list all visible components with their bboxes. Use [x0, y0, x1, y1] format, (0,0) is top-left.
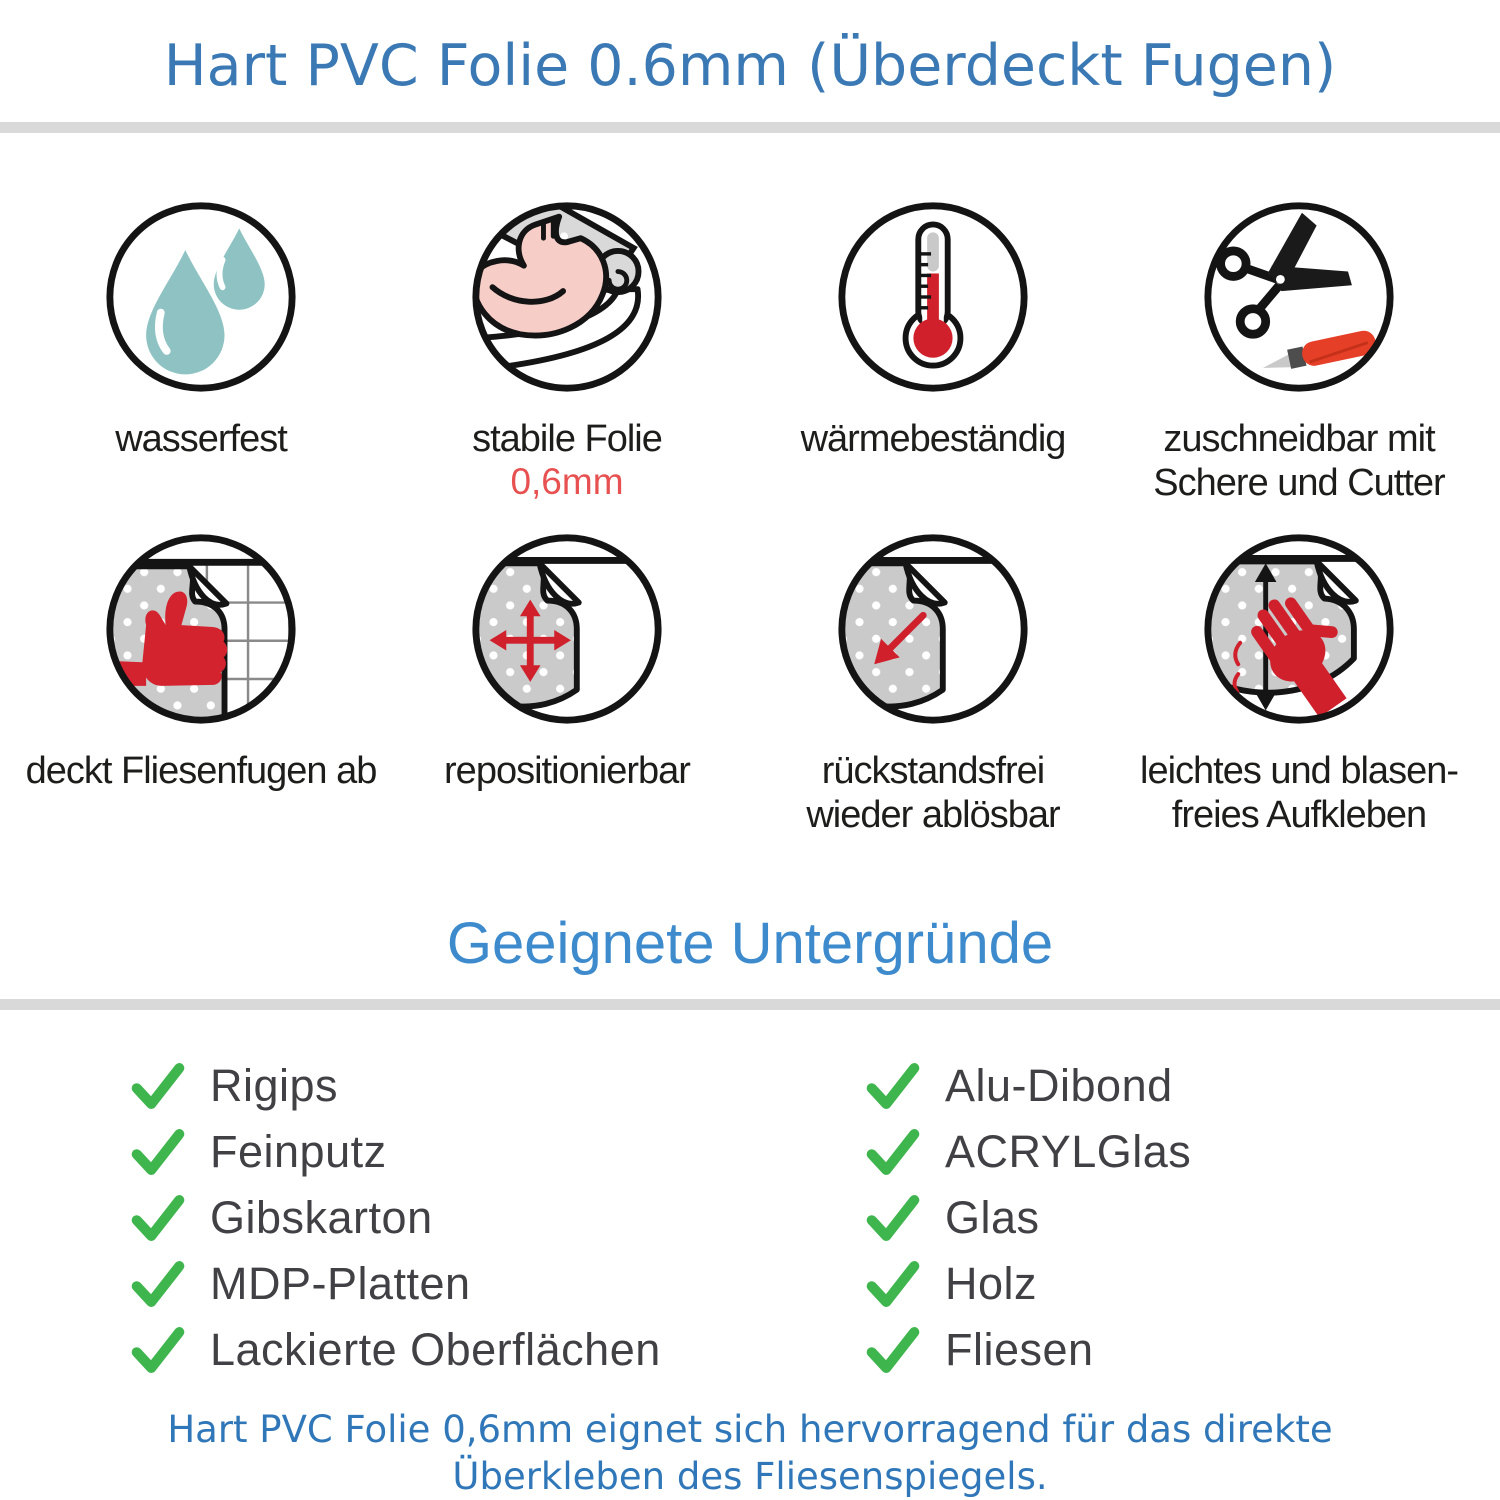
check-icon: [130, 1058, 186, 1114]
substrate-label: Rigips: [210, 1059, 339, 1111]
list-item: [130, 1192, 865, 1244]
substrates-column-left: [130, 1060, 865, 1390]
feature-wasserfest: [18, 199, 384, 461]
substrate-label: Glas: [945, 1191, 1040, 1243]
check-icon: [130, 1322, 186, 1378]
substrate-label: Fliesen: [945, 1323, 1094, 1375]
hand-smoothing-foil-icon: [1201, 531, 1397, 727]
list-item: [865, 1126, 1460, 1178]
check-icon: [865, 1256, 921, 1312]
feature-caption: deckt Fliesenfugen ab: [25, 749, 377, 792]
list-item: [130, 1060, 865, 1112]
scissors-and-cutter-icon: [1201, 199, 1397, 395]
list-item: [130, 1324, 865, 1376]
substrate-label: Alu-Dibond: [945, 1059, 1173, 1111]
substrate-label: Feinputz: [210, 1125, 387, 1177]
check-icon: [865, 1058, 921, 1114]
peel-off-arrow-foil-icon: [835, 531, 1031, 727]
substrate-label: MDP-Platten: [210, 1257, 471, 1309]
divider-middle: [0, 999, 1500, 1010]
substrate-label: Gibskarton: [210, 1191, 433, 1243]
feature-caption-line2: freies Aufkleben: [1171, 793, 1427, 836]
substrates-checklist: [0, 1060, 1500, 1390]
feature-repositionierbar: [384, 531, 750, 793]
feature-caption: stabile Folie: [472, 417, 662, 460]
muscle-arm-foil-roll-icon: [469, 199, 665, 395]
page-title: Hart PVC Folie 0.6mm (Überdeckt Fugen): [163, 33, 1337, 99]
water-drops-icon: [103, 199, 299, 395]
check-icon: [130, 1190, 186, 1246]
thermometer-icon: [835, 199, 1031, 395]
feature-grid: [0, 199, 1500, 837]
thumbs-up-tile-foil-icon: [103, 531, 299, 727]
feature-zuschneidbar: [1116, 199, 1482, 505]
feature-caption-line2: wieder ablösbar: [806, 793, 1060, 836]
substrates-column-right: [865, 1060, 1460, 1390]
list-item: [865, 1060, 1460, 1112]
feature-stabile-folie: [384, 199, 750, 503]
list-item: [865, 1258, 1460, 1310]
footer-note: [0, 1406, 1500, 1500]
feature-caption: rückstandsfrei: [821, 749, 1045, 792]
feature-caption-line2: Schere und Cutter: [1153, 461, 1445, 504]
feature-caption: wärmebeständig: [800, 417, 1066, 460]
substrate-label: Lackierte Oberflächen: [210, 1323, 661, 1375]
check-icon: [130, 1256, 186, 1312]
check-icon: [130, 1124, 186, 1180]
substrates-heading: Geeignete Untergründe: [446, 910, 1054, 976]
list-item: [865, 1324, 1460, 1376]
feature-caption: zuschneidbar mit: [1163, 417, 1435, 460]
check-icon: [865, 1124, 921, 1180]
list-item: [865, 1192, 1460, 1244]
feature-leichtes-aufkleben: [1116, 531, 1482, 837]
move-arrows-foil-icon: [469, 531, 665, 727]
feature-waermebestaendig: [750, 199, 1116, 461]
footer-line-2: Überkleben des Fliesenspiegels.: [452, 1454, 1048, 1498]
list-item: [130, 1126, 865, 1178]
feature-caption-thickness: 0,6mm: [510, 460, 624, 502]
substrate-label: ACRYLGlas: [945, 1125, 1192, 1177]
check-icon: [865, 1322, 921, 1378]
feature-deckt-fliesenfugen: [18, 531, 384, 793]
feature-caption: wasserfest: [115, 417, 287, 460]
footer-line-1: Hart PVC Folie 0,6mm eignet sich hervorragend für das direkte: [167, 1407, 1333, 1451]
divider-top: [0, 122, 1500, 133]
check-icon: [865, 1190, 921, 1246]
feature-caption: repositionierbar: [444, 749, 690, 792]
feature-caption: leichtes und blasen-: [1140, 749, 1458, 792]
list-item: [130, 1258, 865, 1310]
feature-rueckstandsfrei: [750, 531, 1116, 837]
substrate-label: Holz: [945, 1257, 1038, 1309]
